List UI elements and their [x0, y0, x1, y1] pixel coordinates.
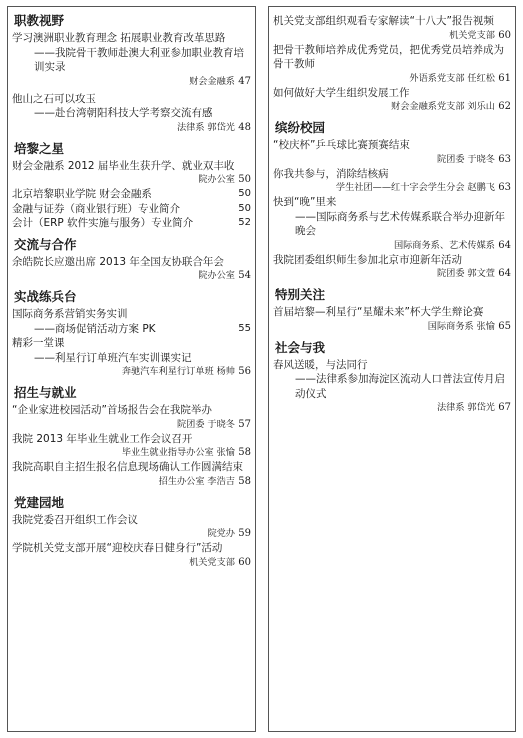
article-author-line: [273, 401, 511, 415]
article-author: 院办公室: [198, 270, 235, 281]
article-title[interactable]: 我院党委召开组织工作会议: [12, 513, 138, 526]
article-author: 院团委 郭文萱: [436, 268, 495, 279]
page-number: 65: [498, 320, 511, 332]
article-row[interactable]: [12, 202, 251, 217]
article-author: 院团委 于晓冬: [436, 153, 495, 165]
page-number: 60: [498, 29, 511, 41]
article-title[interactable]: 我院团委组织师生参加北京市迎新年活动: [273, 253, 462, 266]
page-number: 50: [238, 174, 251, 185]
article-author-line: [273, 29, 511, 43]
page-number: 55: [238, 322, 251, 334]
article-author: 财会金融系党支部 刘乐山: [391, 101, 495, 112]
article-title[interactable]: 金融与证券（商业银行班）专业简介: [12, 202, 180, 215]
page-number: 58: [238, 475, 251, 487]
page-number: 60: [238, 556, 251, 568]
article-author: 毕业生就业指导办公室 张愉: [121, 447, 235, 458]
section-title-party: 党建园地: [14, 494, 65, 510]
article-subtitle: ——法律系参加海淀区流动人口普法宣传月启动仪式: [295, 373, 505, 400]
article-row: [12, 322, 251, 337]
article-title[interactable]: 会计（ERP 软件实施与服务）专业简介: [12, 217, 194, 229]
article-author-line: [12, 365, 251, 379]
article-title[interactable]: “企业家进校园活动”首场报告会在我院举办: [12, 404, 212, 416]
article-title[interactable]: 他山之石可以攻玉: [12, 92, 96, 105]
article-title[interactable]: 学习澳洲职业教育理念 拓展职业教育改革思路: [12, 32, 226, 44]
section-title-focus: 特别关注: [275, 287, 326, 302]
article-author-line: [12, 173, 251, 187]
toc-right-column: [268, 6, 516, 732]
article-row[interactable]: [12, 216, 251, 231]
article-title[interactable]: 我院 2013 年毕业生就业工作会议召开: [12, 432, 193, 445]
article-author-line: [12, 418, 251, 432]
article-author: 法律系 郭岱光: [436, 402, 495, 413]
page-number: 47: [238, 75, 251, 87]
article-subtitle: ——利星行订单班汽车实训课实记: [34, 351, 192, 364]
section-title-campus: 缤纷校园: [275, 120, 326, 135]
article-author-line: [273, 181, 511, 195]
article-author-line: [12, 527, 251, 541]
article-title[interactable]: 首届培黎—利星行“星耀未来”杯大学生辩论赛: [273, 306, 484, 318]
article-author-line: [12, 556, 251, 570]
page-number: 64: [498, 239, 511, 251]
page-number: 50: [238, 188, 251, 199]
article-author-line: [12, 269, 251, 283]
section-title-practice: 实战练兵台: [14, 289, 77, 304]
article-author-line: [12, 475, 251, 489]
article-author: 机关党支部: [189, 556, 235, 568]
article-title[interactable]: 国际商务系营销实务实训: [12, 308, 128, 320]
article-title[interactable]: 我院高职自主招生报名信息现场确认工作圆满结束: [12, 461, 243, 473]
article-subtitle: ——商场促销活动方案 PK: [34, 322, 156, 335]
article-author: 机关党支部: [449, 29, 495, 41]
page-number: 62: [498, 101, 511, 112]
page-number: 48: [238, 121, 251, 133]
section-title-society: 社会与我: [275, 339, 326, 355]
article-author: 国际商务系、艺术传媒系: [393, 239, 495, 251]
article-title[interactable]: 余皓院长应邀出席 2013 年全国友协联合年会: [12, 255, 224, 268]
article-author: 院办公室: [198, 174, 235, 185]
article-title[interactable]: 学院机关党支部开展“迎校庆春日健身行”活动: [12, 542, 223, 554]
article-author: 招生办公室 李浩吉: [158, 475, 235, 487]
page-number: 52: [238, 217, 251, 228]
article-author-line: [12, 121, 251, 135]
page-number: 59: [238, 528, 251, 539]
article-author-line: [273, 239, 511, 253]
page-number: 54: [238, 270, 251, 281]
section-title-peili-star: 培黎之星: [14, 140, 65, 156]
page-number: 57: [238, 418, 251, 430]
article-author: 法律系 郭岱光: [176, 121, 235, 133]
article-author-line: [273, 72, 511, 86]
article-title[interactable]: 机关党支部组织观看专家解读“十八大”报告视频: [273, 15, 494, 27]
article-subtitle: ——赴台湾朝阳科技大学考察交流有感: [34, 107, 213, 119]
toc-left-column: [7, 6, 256, 732]
page-number: 63: [498, 182, 511, 193]
page-number: 58: [238, 447, 251, 458]
article-author-line: [273, 320, 511, 334]
article-title[interactable]: 如何做好大学生组织发展工作: [273, 86, 410, 99]
article-title[interactable]: 快到“晚”里来: [273, 196, 337, 208]
article-author: 学生社团——红十字会学生分会 赵鹏飞: [335, 182, 495, 193]
article-author-line: [12, 75, 251, 89]
section-title-exchange: 交流与合作: [14, 236, 77, 252]
article-subtitle: ——国际商务系与艺术传媒系联合举办迎新年晚会: [295, 210, 505, 237]
page-number: 67: [498, 402, 511, 413]
article-author: 外语系党支部 任红松: [409, 72, 495, 84]
page-number: 50: [238, 202, 251, 214]
article-author: 财会金融系: [189, 75, 235, 87]
article-title[interactable]: 精彩一堂课: [12, 337, 65, 349]
article-row[interactable]: [12, 187, 251, 202]
article-author: 院团委 于晓冬: [176, 418, 235, 430]
article-title[interactable]: 北京培黎职业学院 财会金融系: [12, 188, 152, 200]
page-number: 63: [498, 153, 511, 165]
article-title[interactable]: 把骨干教师培养成优秀党员，把优秀党员培养成为骨干教师: [273, 43, 504, 70]
article-title[interactable]: “校庆杯”乒乓球比赛预赛结束: [273, 139, 410, 151]
page-number: 56: [238, 366, 251, 377]
article-author-line: [273, 100, 511, 114]
article-author: 国际商务系 张愉: [427, 320, 495, 332]
article-title[interactable]: 你我共参与，消除结核病: [273, 167, 389, 180]
article-subtitle: ——我院骨干教师赴澳大利亚参加职业教育培训实录: [34, 46, 244, 73]
page-number: 61: [498, 72, 511, 84]
article-author-line: [12, 446, 251, 460]
article-author: 院党办: [207, 528, 235, 539]
section-title-enrollment: 招生与就业: [14, 385, 77, 400]
article-author-line: [273, 153, 511, 167]
article-author: 奔驰汽车利星行订单班 杨帅: [121, 366, 235, 377]
article-title[interactable]: 春风送暖，与法同行: [273, 358, 368, 371]
section-title-zhijiao: 职教视野: [14, 13, 65, 28]
page-number: 64: [498, 268, 511, 279]
article-title[interactable]: 财会金融系 2012 届毕业生获升学、就业双丰收: [12, 159, 235, 172]
article-author-line: [273, 267, 511, 281]
